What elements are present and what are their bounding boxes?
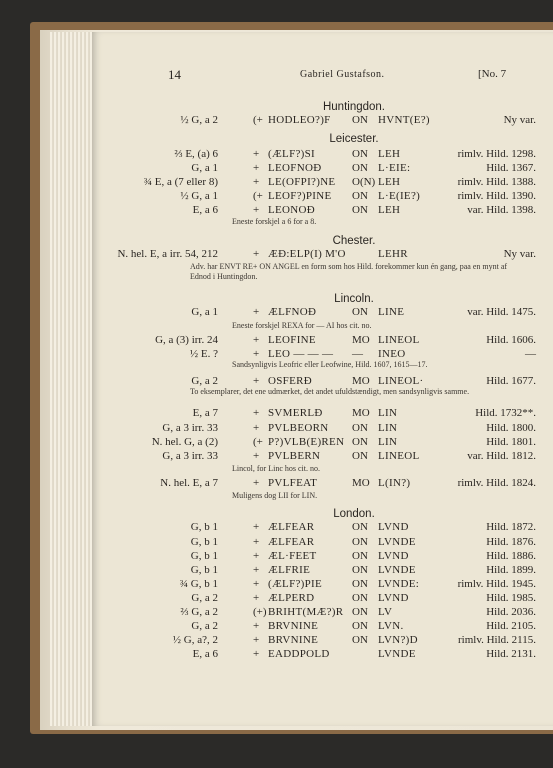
- cross-mark: +: [253, 176, 260, 188]
- hildebrand-reference: Hild. 1367.: [486, 162, 536, 174]
- connector: ON: [352, 114, 368, 126]
- moneyer-name: ÆLFRIE: [268, 564, 311, 576]
- mint-name: LEH: [378, 176, 401, 188]
- coin-entry: [0, 549, 553, 563]
- mint-name: LIN: [378, 422, 398, 434]
- connector: ON: [352, 162, 368, 174]
- coin-weight-type: ½ E. ?: [189, 348, 218, 360]
- coin-entry: [0, 449, 553, 463]
- hildebrand-reference: Hild. 2036.: [486, 606, 536, 618]
- cross-mark: +: [253, 521, 260, 533]
- moneyer-name: LE(OFPI?)NE: [268, 176, 336, 188]
- cross-mark: +: [253, 536, 260, 548]
- hildebrand-reference: Hild. 1886.: [486, 550, 536, 562]
- mint-name: L·E(IE?): [378, 190, 421, 202]
- coin-weight-type: E, a 6: [192, 648, 218, 660]
- mint-name: LEH: [378, 148, 401, 160]
- connector: ON: [352, 306, 368, 318]
- moneyer-name: EADDPOLD: [268, 648, 330, 660]
- hildebrand-reference: var. Hild. 1475.: [467, 306, 536, 318]
- connector: ON: [352, 521, 368, 533]
- mint-name: INEO: [378, 348, 406, 360]
- coin-entry: [0, 476, 553, 490]
- connector: ON: [352, 592, 368, 604]
- footnote: To eksemplarer, det ene udmærket, det andet ufuldstændigt, men sandsynligvis samme.: [190, 387, 470, 396]
- mint-name: LINE: [378, 306, 405, 318]
- connector: ON: [352, 536, 368, 548]
- cross-mark: +: [253, 334, 260, 346]
- connector: MO: [352, 477, 370, 489]
- connector: ON: [352, 578, 368, 590]
- coin-entry: [0, 305, 553, 319]
- mint-name: LINEOL·: [378, 375, 424, 387]
- footnote: Adv. har ENVT RE+ ON ANGEL en form som hos Hild. forekommer kun én gang, paa en mynt af Ednod i Huntingdon.: [190, 262, 508, 281]
- connector: ON: [352, 422, 368, 434]
- coin-entry: [0, 619, 553, 633]
- hildebrand-reference: Ny var.: [503, 248, 536, 260]
- moneyer-name: (ÆLF?)SI: [268, 148, 316, 160]
- connector: ON: [352, 550, 368, 562]
- section-heading: Chester.: [332, 235, 376, 247]
- cross-mark: +: [253, 450, 260, 462]
- coin-weight-type: ¾ G, b 1: [179, 578, 218, 590]
- mint-name: LEHR: [378, 248, 408, 260]
- moneyer-name: ÆL·FEET: [268, 550, 317, 562]
- hildebrand-reference: rimlv. Hild. 1390.: [457, 190, 536, 202]
- mint-name: LIN: [378, 436, 398, 448]
- coin-weight-type: E, a 7: [192, 407, 218, 419]
- cross-mark: (+: [253, 436, 263, 448]
- cross-mark: (+: [253, 190, 263, 202]
- moneyer-name: LEO — — —: [268, 348, 334, 360]
- coin-entry: [0, 406, 553, 420]
- cross-mark: +: [253, 348, 260, 360]
- moneyer-name: ÆLFEAR: [268, 521, 315, 533]
- cross-mark: +: [253, 634, 260, 646]
- mint-name: LVND: [378, 521, 409, 533]
- coin-weight-type: ⅔ E, (a) 6: [174, 148, 218, 160]
- coin-weight-type: G, a 2: [191, 375, 218, 387]
- cross-mark: +: [253, 564, 260, 576]
- coin-weight-type: G, a 3 irr. 33: [162, 450, 218, 462]
- moneyer-name: ÆÐ:ELP(I) M'O: [268, 248, 346, 260]
- coin-entry: [0, 633, 553, 647]
- coin-entry: [0, 563, 553, 577]
- coin-entry: [0, 113, 553, 127]
- moneyer-name: (ÆLF?)PIE: [268, 578, 323, 590]
- cross-mark: +: [253, 620, 260, 632]
- coin-entry: [0, 591, 553, 605]
- hildebrand-reference: rimlv. Hild. 1388.: [457, 176, 536, 188]
- coin-entry: [0, 535, 553, 549]
- moneyer-name: BRVNINE: [268, 620, 319, 632]
- coin-entry: [0, 520, 553, 534]
- hildebrand-reference: Hild. 2131.: [486, 648, 536, 660]
- mint-name: LVNDE: [378, 564, 416, 576]
- mint-name: LVN?)D: [378, 634, 418, 646]
- section-heading: Lincoln.: [334, 293, 374, 305]
- hildebrand-reference: Hild. 1800.: [486, 422, 536, 434]
- connector: ON: [352, 450, 368, 462]
- moneyer-name: HODLEO?)F: [268, 114, 331, 126]
- connector: MO: [352, 375, 370, 387]
- hildebrand-reference: rimlv. Hild. 2115.: [457, 634, 536, 646]
- footnote: Eneste forskjel REXA for — AI hos cit. no.: [232, 321, 372, 330]
- coin-entry: [0, 421, 553, 435]
- connector: ON: [352, 620, 368, 632]
- footnote: Muligens dog LII for LIN.: [232, 491, 318, 500]
- cross-mark: +: [253, 204, 260, 216]
- coin-weight-type: ⅔ G, a 2: [180, 606, 218, 618]
- coin-entry: [0, 189, 553, 203]
- connector: ON: [352, 436, 368, 448]
- cross-mark: +: [253, 648, 260, 660]
- coin-entry: [0, 147, 553, 161]
- coin-entry: [0, 435, 553, 449]
- volume-number: [No. 7: [478, 68, 507, 80]
- cross-mark: +: [253, 578, 260, 590]
- moneyer-name: LEONOÐ: [268, 204, 316, 216]
- moneyer-name: PVLBEORN: [268, 422, 329, 434]
- cross-mark: +: [253, 248, 260, 260]
- coin-weight-type: ¾ E, a (7 eller 8): [143, 176, 218, 188]
- mint-name: LINEOL: [378, 334, 420, 346]
- hildebrand-reference: Hild. 1876.: [486, 536, 536, 548]
- connector: —: [352, 348, 363, 360]
- moneyer-name: PVLBERN: [268, 450, 321, 462]
- coin-weight-type: G, b 1: [190, 564, 218, 576]
- section-heading: Huntingdon.: [322, 101, 386, 113]
- mint-name: LVND: [378, 550, 409, 562]
- cross-mark: +: [253, 148, 260, 160]
- moneyer-name: ÆLFNOÐ: [268, 306, 317, 318]
- coin-weight-type: ½ G, a 1: [180, 190, 218, 202]
- mint-name: LVNDE: [378, 536, 416, 548]
- coin-weight-type: N. hel. E, a irr. 54, 212: [117, 248, 218, 260]
- coin-entry: [0, 577, 553, 591]
- footnote: Sandsynligvis Leofric eller Leofwine, Hild. 1607, 1615—17.: [232, 360, 428, 369]
- hildebrand-reference: Hild. 1985.: [486, 592, 536, 604]
- coin-entry: [0, 605, 553, 619]
- cross-mark: +: [253, 306, 260, 318]
- page-number: 14: [168, 67, 181, 82]
- connector: MO: [352, 334, 370, 346]
- moneyer-name: ÆLFEAR: [268, 536, 315, 548]
- mint-name: LVNDE: [378, 648, 416, 660]
- hildebrand-reference: var. Hild. 1812.: [467, 450, 536, 462]
- coin-weight-type: ½ G, a 2: [180, 114, 218, 126]
- coin-entry: [0, 247, 553, 261]
- connector: MO: [352, 407, 370, 419]
- cross-mark: +: [253, 550, 260, 562]
- cross-mark: +: [253, 477, 260, 489]
- coin-entry: [0, 347, 553, 361]
- cross-mark: +: [253, 375, 260, 387]
- running-head: Gabriel Gustafson.: [300, 69, 385, 80]
- hildebrand-reference: Hild. 1677.: [486, 375, 536, 387]
- coin-weight-type: G, a 3 irr. 33: [162, 422, 218, 434]
- coin-entry: [0, 333, 553, 347]
- mint-name: LINEOL: [378, 450, 420, 462]
- connector: ON: [352, 606, 368, 618]
- coin-weight-type: G, a 1: [191, 306, 218, 318]
- cross-mark: (+: [253, 114, 263, 126]
- hildebrand-reference: var. Hild. 1398.: [467, 204, 536, 216]
- coin-weight-type: G, b 1: [190, 550, 218, 562]
- coin-weight-type: N. hel. E, a 7: [160, 477, 218, 489]
- hildebrand-reference: Hild. 1872.: [486, 521, 536, 533]
- coin-weight-type: G, a (3) irr. 24: [155, 334, 218, 346]
- coin-weight-type: G, b 1: [190, 521, 218, 533]
- cross-mark: +: [253, 162, 260, 174]
- section-heading: London.: [333, 508, 375, 520]
- moneyer-name: LEOFINE: [268, 334, 316, 346]
- mint-name: LVNDE:: [378, 578, 420, 590]
- hildebrand-reference: Hild. 1732**.: [475, 407, 536, 419]
- hildebrand-reference: Ny var.: [503, 114, 536, 126]
- moneyer-name: SVMERLÐ: [268, 407, 323, 419]
- hildebrand-reference: Hild. 1801.: [486, 436, 536, 448]
- cross-mark: (+): [253, 606, 267, 618]
- coin-weight-type: ½ G, a?, 2: [172, 634, 218, 646]
- cross-mark: +: [253, 407, 260, 419]
- connector: ON: [352, 190, 368, 202]
- coin-weight-type: N. hel. G, a (2): [151, 436, 218, 448]
- coin-entry: [0, 374, 553, 388]
- connector: ON: [352, 564, 368, 576]
- connector: ON: [352, 148, 368, 160]
- coin-weight-type: G, a 2: [191, 592, 218, 604]
- mint-name: LVND: [378, 592, 409, 604]
- connector: ON: [352, 204, 368, 216]
- hildebrand-reference: rimlv. Hild. 1824.: [457, 477, 536, 489]
- hildebrand-reference: Hild. 1606.: [486, 334, 536, 346]
- moneyer-name: LEOF?)PINE: [268, 190, 332, 202]
- mint-name: L·EIE:: [378, 162, 411, 174]
- hildebrand-reference: rimlv. Hild. 1945.: [457, 578, 536, 590]
- coin-weight-type: G, b 1: [190, 536, 218, 548]
- coin-weight-type: G, a 2: [191, 620, 218, 632]
- mint-name: LIN: [378, 407, 398, 419]
- mint-name: LV: [378, 606, 393, 618]
- connector: O(N): [352, 176, 376, 188]
- mint-name: HVNT(E?): [378, 114, 430, 126]
- moneyer-name: BRIHT(MÆ?)R: [268, 606, 344, 618]
- hildebrand-reference: —: [525, 348, 536, 360]
- moneyer-name: OSFERÐ: [268, 375, 312, 387]
- coin-entry: [0, 647, 553, 661]
- hildebrand-reference: Hild. 1899.: [486, 564, 536, 576]
- moneyer-name: ÆLPERD: [268, 592, 315, 604]
- hildebrand-reference: Hild. 2105.: [486, 620, 536, 632]
- mint-name: LVN.: [378, 620, 404, 632]
- section-heading: Leicester.: [329, 133, 379, 145]
- footnote: Eneste forskjel a 6 for a 8.: [232, 217, 317, 226]
- mint-name: LEH: [378, 204, 401, 216]
- moneyer-name: P?)VLB(E)REN: [268, 436, 345, 448]
- connector: ON: [352, 634, 368, 646]
- coin-entry: [0, 203, 553, 217]
- cross-mark: +: [253, 592, 260, 604]
- cross-mark: +: [253, 422, 260, 434]
- coin-weight-type: G, a 1: [191, 162, 218, 174]
- moneyer-name: BRVNINE: [268, 634, 319, 646]
- footnote: Lincol, for Linc hos cit. no.: [232, 464, 320, 473]
- mint-name: L(IN?): [378, 477, 411, 489]
- moneyer-name: PVLFEAT: [268, 477, 318, 489]
- coin-weight-type: E, a 6: [192, 204, 218, 216]
- coin-entry: [0, 175, 553, 189]
- moneyer-name: LEOFNOÐ: [268, 162, 322, 174]
- coin-entry: [0, 161, 553, 175]
- hildebrand-reference: rimlv. Hild. 1298.: [457, 148, 536, 160]
